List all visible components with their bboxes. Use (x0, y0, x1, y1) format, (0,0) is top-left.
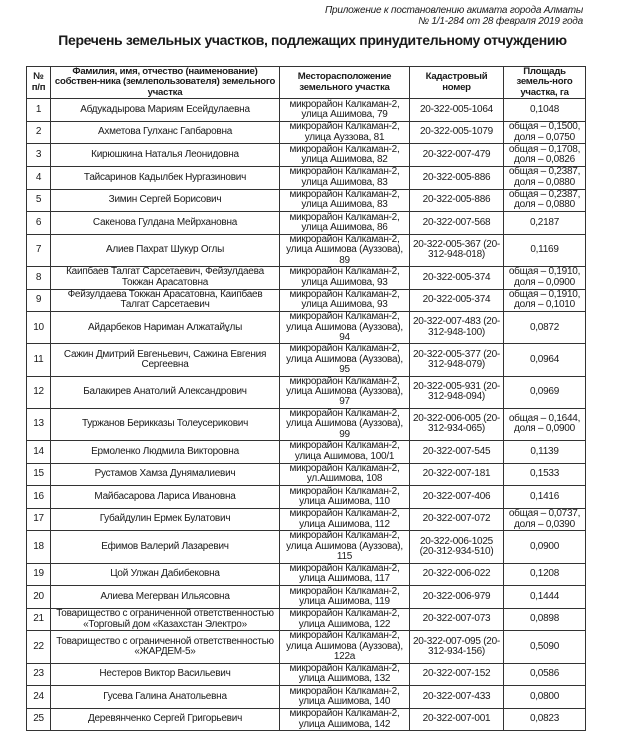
cell-number: 9 (27, 289, 51, 312)
cell-owner: Сакенова Гулдана Мейрхановна (51, 212, 280, 235)
table-row (27, 289, 586, 312)
cell-number: 11 (27, 344, 51, 376)
cell-location: микрорайон Калкаман-2, улица Ашимова, 117 (280, 563, 410, 586)
cell-location: микрорайон Калкаман-2, улица Ашимова, 86 (280, 212, 410, 235)
table-row (27, 408, 586, 440)
cell-number: 23 (27, 663, 51, 686)
cell-location: микрорайон Калкаман-2, улица Ашимова, 93 (280, 289, 410, 312)
cell-cadastral: 20-322-007-095 (20- 312-934-156) (410, 631, 504, 663)
cell-number: 19 (27, 563, 51, 586)
cell-owner: Цой Улжан Дабибековна (51, 563, 280, 586)
cell-area: 0,1139 (504, 441, 586, 464)
cell-owner: Айдарбеков Нариман Алжатайұлы (51, 312, 280, 344)
cell-number: 25 (27, 708, 51, 731)
table-row (27, 234, 586, 266)
cell-cadastral: 20-322-007-545 (410, 441, 504, 464)
cell-cadastral: 20-322-007-181 (410, 463, 504, 486)
table-row (27, 686, 586, 709)
cell-location: микрорайон Калкаман-2, улица Ашимова, 83 (280, 167, 410, 190)
cell-area: 0,0900 (504, 531, 586, 563)
cell-area: 0,0964 (504, 344, 586, 376)
cell-owner: Алиева Мегерван Ильясовна (51, 586, 280, 609)
table-row (27, 663, 586, 686)
cell-area: 0,0898 (504, 608, 586, 631)
cell-area: 0,0823 (504, 708, 586, 731)
cell-number: 12 (27, 376, 51, 408)
cell-location: микрорайон Калкаман-2, улица Ашимова, 83 (280, 189, 410, 212)
cell-cadastral: 20-322-006-005 (20- 312-934-065) (410, 408, 504, 440)
cell-cadastral: 20-322-007-568 (410, 212, 504, 235)
cell-number: 13 (27, 408, 51, 440)
table-row (27, 212, 586, 235)
cell-number: 22 (27, 631, 51, 663)
cell-number: 15 (27, 463, 51, 486)
cell-area: 0,1048 (504, 99, 586, 122)
cell-location: микрорайон Калкаман-2, улица Ашимова, 132 (280, 663, 410, 686)
table-row (27, 486, 586, 509)
cell-location: микрорайон Калкаман-2, улица Ашимова, 82 (280, 144, 410, 167)
cell-owner: Товарищество с ограниченной ответственностью «Торговый дом «Казахстан Электро» (51, 608, 280, 631)
cell-cadastral: 20-322-006-1025 (20-312-934-510) (410, 531, 504, 563)
cell-area: общая – 0,1910, доля – 0,0900 (504, 267, 586, 290)
table-row (27, 631, 586, 663)
cell-area: общая – 0,0737, доля – 0,0390 (504, 508, 586, 531)
cell-area: 0,1169 (504, 234, 586, 266)
table-row (27, 144, 586, 167)
table-row (27, 708, 586, 731)
cell-location: микрорайон Калкаман-2, улица Ашимова, 140 (280, 686, 410, 709)
cell-location: микрорайон Калкаман-2, улица Ашимова, 122 (280, 608, 410, 631)
cell-owner: Абдукадырова Мариям Есейдулаевна (51, 99, 280, 122)
table-row (27, 99, 586, 122)
table-row (27, 344, 586, 376)
cell-area: 0,0800 (504, 686, 586, 709)
cell-cadastral: 20-322-007-073 (410, 608, 504, 631)
cell-location: микрорайон Калкаман-2, ул.Ашимова, 108 (280, 463, 410, 486)
cell-location: микрорайон Калкаман-2, улица Ашимова, 119 (280, 586, 410, 609)
appendix-line-1: Приложение к постановлению акимата города Алматы (324, 5, 583, 16)
cell-location: микрорайон Калкаман-2, улица Ашимова (Ауззова), 99 (280, 408, 410, 440)
land-plots-table (26, 66, 586, 731)
cell-owner: Тайсаринов Кадылбек Нургазинович (51, 167, 280, 190)
header-location: Месторасположение земельного участка (280, 67, 410, 99)
header-owner: Фамилия, имя, отчество (наименование) собствен-ника (землепользователя) земельного участка (51, 67, 280, 99)
table-row (27, 586, 586, 609)
table-row (27, 167, 586, 190)
cell-number: 16 (27, 486, 51, 509)
cell-number: 3 (27, 144, 51, 167)
cell-cadastral: 20-322-005-886 (410, 167, 504, 190)
cell-owner: Зимин Сергей Борисович (51, 189, 280, 212)
cell-area: 0,1208 (504, 563, 586, 586)
cell-owner: Ефимов Валерий Лазаревич (51, 531, 280, 563)
cell-location: микрорайон Калкаман-2, улица Ашимова (Ауззова), 122а (280, 631, 410, 663)
cell-cadastral: 20-322-005-367 (20- 312-948-018) (410, 234, 504, 266)
cell-owner: Сажин Дмитрий Евгеньевич, Сажина Евгения Сергеевна (51, 344, 280, 376)
cell-number: 2 (27, 121, 51, 144)
cell-owner: Гусева Галина Анатольевна (51, 686, 280, 709)
cell-owner: Алиев Пахрат Шукур Оглы (51, 234, 280, 266)
table-row (27, 531, 586, 563)
cell-owner: Фейзулдаева Токжан Арасатовна, Каипбаев Талгат Сарсетаевич (51, 289, 280, 312)
appendix-line-2: № 1/1-284 от 28 февраля 2019 года (418, 16, 583, 27)
cell-area: 0,5090 (504, 631, 586, 663)
cell-owner: Балакирев Анатолий Александрович (51, 376, 280, 408)
cell-area: общая – 0,1708, доля – 0,0826 (504, 144, 586, 167)
cell-location: микрорайон Калкаман-2, улица Ашимова (Ауззова), 97 (280, 376, 410, 408)
cell-number: 6 (27, 212, 51, 235)
cell-number: 10 (27, 312, 51, 344)
cell-owner: Нестеров Виктор Васильевич (51, 663, 280, 686)
cell-cadastral: 20-322-005-374 (410, 289, 504, 312)
cell-location: микрорайон Калкаман-2, улица Ашимова, 110 (280, 486, 410, 509)
cell-area: 0,1444 (504, 586, 586, 609)
cell-owner: Ермоленко Людмила Викторовна (51, 441, 280, 464)
cell-area: общая – 0,2387, доля – 0,0880 (504, 189, 586, 212)
cell-number: 5 (27, 189, 51, 212)
table-row (27, 508, 586, 531)
cell-cadastral: 20-322-007-479 (410, 144, 504, 167)
cell-cadastral: 20-322-005-1064 (410, 99, 504, 122)
cell-location: микрорайон Калкаман-2, улица Ашимова (Ауззова), 95 (280, 344, 410, 376)
cell-number: 20 (27, 586, 51, 609)
cell-area: общая – 0,1644, доля – 0,0900 (504, 408, 586, 440)
cell-area: 0,2187 (504, 212, 586, 235)
cell-location: микрорайон Калкаман-2, улица Ашимова, 142 (280, 708, 410, 731)
cell-number: 14 (27, 441, 51, 464)
cell-location: микрорайон Калкаман-2, улица Ашимова (Ауззова), 94 (280, 312, 410, 344)
cell-number: 8 (27, 267, 51, 290)
cell-area: 0,1416 (504, 486, 586, 509)
cell-cadastral: 20-322-005-886 (410, 189, 504, 212)
cell-owner: Кирюшкина Наталья Леонидовна (51, 144, 280, 167)
cell-number: 21 (27, 608, 51, 631)
cell-area: общая – 0,1910, доля – 0,1010 (504, 289, 586, 312)
table-row (27, 189, 586, 212)
cell-cadastral: 20-322-006-022 (410, 563, 504, 586)
cell-owner: Рустамов Хамза Дунямалиевич (51, 463, 280, 486)
header-area: Площадь земель-ного участка, га (504, 67, 586, 99)
cell-location: микрорайон Калкаман-2, улица Ашимова, 100/1 (280, 441, 410, 464)
cell-location: микрорайон Калкаман-2, улица Ауззова, 81 (280, 121, 410, 144)
cell-number: 1 (27, 99, 51, 122)
cell-owner: Ахметова Гулханс Гапбаровна (51, 121, 280, 144)
appendix-note (325, 5, 583, 27)
cell-cadastral: 20-322-007-433 (410, 686, 504, 709)
table-row (27, 441, 586, 464)
cell-number: 17 (27, 508, 51, 531)
header-cadastral: Кадастровый номер (410, 67, 504, 99)
cell-owner: Каипбаев Талгат Сарсетаевич, Фейзулдаева Токжан Арасатовна (51, 267, 280, 290)
cell-area: 0,1533 (504, 463, 586, 486)
cell-cadastral: 20-322-005-1079 (410, 121, 504, 144)
cell-number: 18 (27, 531, 51, 563)
cell-cadastral: 20-322-005-377 (20- 312-948-079) (410, 344, 504, 376)
cell-location: микрорайон Калкаман-2, улица Ашимова (Ауззова), 115 (280, 531, 410, 563)
cell-number: 4 (27, 167, 51, 190)
cell-area: 0,0872 (504, 312, 586, 344)
table-row (27, 608, 586, 631)
cell-cadastral: 20-322-005-931 (20- 312-948-094) (410, 376, 504, 408)
cell-cadastral: 20-322-007-001 (410, 708, 504, 731)
table-row (27, 312, 586, 344)
cell-cadastral: 20-322-007-483 (20- 312-948-100) (410, 312, 504, 344)
document-title: Перечень земельных участков, подлежащих принудительному отчуждению (58, 32, 567, 48)
cell-area: 0,0586 (504, 663, 586, 686)
cell-cadastral: 20-322-007-152 (410, 663, 504, 686)
cell-owner: Майбасарова Лариса Ивановна (51, 486, 280, 509)
cell-owner: Туржанов Берикказы Толеусерикович (51, 408, 280, 440)
cell-area: общая – 0,2387, доля – 0,0880 (504, 167, 586, 190)
table-row (27, 463, 586, 486)
cell-number: 7 (27, 234, 51, 266)
cell-owner: Губайдулин Ермек Булатович (51, 508, 280, 531)
cell-area: общая – 0,1500, доля – 0,0750 (504, 121, 586, 144)
table-row (27, 376, 586, 408)
cell-cadastral: 20-322-007-406 (410, 486, 504, 509)
table-header-row (27, 67, 586, 99)
header-number: № п/п (27, 67, 51, 99)
cell-number: 24 (27, 686, 51, 709)
table-row (27, 267, 586, 290)
cell-cadastral: 20-322-007-072 (410, 508, 504, 531)
cell-location: микрорайон Калкаман-2, улица Ашимова, 79 (280, 99, 410, 122)
cell-owner: Товарищество с ограниченной ответственностью «ЖАРДЕМ-5» (51, 631, 280, 663)
cell-owner: Деревянченко Сергей Григорьевич (51, 708, 280, 731)
cell-cadastral: 20-322-005-374 (410, 267, 504, 290)
cell-location: микрорайон Калкаман-2, улица Ашимова (Ауззова), 89 (280, 234, 410, 266)
table-row (27, 121, 586, 144)
cell-location: микрорайон Калкаман-2, улица Ашимова, 112 (280, 508, 410, 531)
table-row (27, 563, 586, 586)
cell-location: микрорайон Калкаман-2, улица Ашимова, 93 (280, 267, 410, 290)
cell-area: 0,0969 (504, 376, 586, 408)
cell-cadastral: 20-322-006-979 (410, 586, 504, 609)
